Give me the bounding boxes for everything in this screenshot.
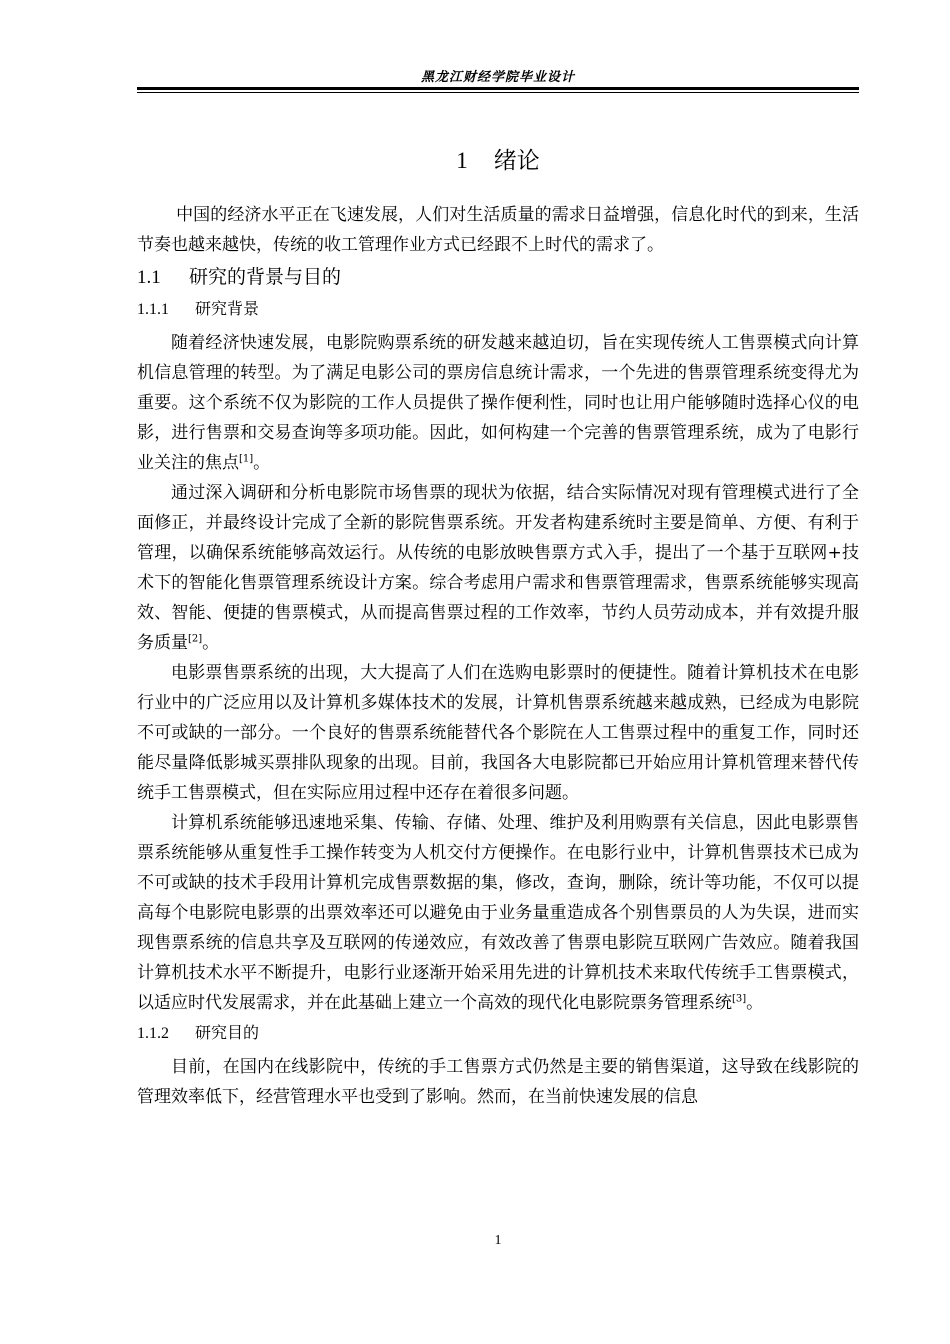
intro-paragraph: 中国的经济水平正在飞速发展，人们对生活质量的需求日益增强，信息化时代的到来，生活节奏也越来越快，传统的收工管理作业方式已经跟不上时代的需求了。 <box>137 205 859 255</box>
header-rule-thin <box>137 92 859 93</box>
section-number: 1.1 <box>137 267 161 288</box>
header-rule-thick <box>137 87 859 90</box>
background-paragraph-1 <box>137 328 859 478</box>
page-number: 1 <box>494 1233 502 1248</box>
citation: [1] <box>239 453 254 465</box>
section-title: 研究背景 <box>195 299 260 318</box>
section-heading-1-1 <box>137 261 859 294</box>
body-content <box>137 200 859 1112</box>
page-header: 黑龙江财经学院毕业设计 <box>420 70 575 85</box>
section-title: 研究目的 <box>195 1023 260 1042</box>
paragraph-text: 随着经济快速发展，电影院购票系统的研发越来越迫切，旨在实现传统人工售票模式向计算机信息管理的转型。为了满足电影公司的票房信息统计需求，一个先进的售票管理系统变得尤为重要。这个系统不仅为影院的工作人员提供了操作便利性，同时也让用户能够随时选择心仪的电影，进行售票和交易查询等多项功能。因此，如何构建一个完善的售票管理系统，成为了电影行业关注的焦点 <box>137 333 859 473</box>
background-paragraph-3 <box>137 658 859 808</box>
paragraph-text: 计算机系统能够迅速地采集、传输、存储、处理、维护及利用购票有关信息，因此电影票售票系统能够从重复性手工操作转变为人机交付方便操作。在电影行业中，计算机售票技术已成为不可或缺的技术手段用计算机完成售票数据的集，修改，查询，删除，统计等功能，不仅可以提高每个电影院电影票的出票效率还可以避免由于业务量重造成各个别售票员的人为失误，进而实现售票系统的信息共享及互联网的传递效应，有效改善了售票电影院互联网广告效应。随着我国计算机技术水平不断提升，电影行业逐渐开始采用先进的计算机技术来取代传统手工售票模式，以适应时代发展需求，并在此基础上建立一个高效的现代化电影院票务管理系统 <box>137 813 859 1013</box>
section-number: 1.1.2 <box>137 1025 169 1042</box>
citation: [2] <box>188 633 203 645</box>
section-number: 1.1.1 <box>137 301 169 318</box>
paragraph-end: 。 <box>253 453 271 473</box>
section-title: 研究的背景与目的 <box>189 266 342 288</box>
paragraph-text: 电影票售票系统的出现，大大提高了人们在选购电影票时的便捷性。随着计算机技术在电影行业中的广泛应用以及计算机多媒体技术的发展，计算机售票系统越来越成熟，已经成为电影院不可或缺的一部分。一个良好的售票系统能替代各个影院在人工售票过程中的重复工作，同时还能尽量降低影城买票排队现象的出现。目前，我国各大电影院都已开始应用计算机管理来替代传统手工售票模式，但在实际应用过程中还存在着很多问题。 <box>137 663 859 803</box>
chapter-number: 1 <box>456 148 468 173</box>
section-heading-1-1-1 <box>137 294 859 325</box>
background-paragraph-2 <box>137 478 859 658</box>
citation: [3] <box>732 993 747 1005</box>
paragraph-end: 。 <box>202 633 220 653</box>
paragraph-end: 。 <box>746 993 764 1013</box>
chapter-title <box>137 142 859 175</box>
paragraph-text: 通过深入调研和分析电影院市场售票的现状为依据，结合实际情况对现有管理模式进行了全面修正，并最终设计完成了全新的影院售票系统。开发者构建系统时主要是简单、方便、有利于管理，以确保系统能够高效运行。从传统的电影放映售票方式入手，提出了一个基于互联网+技术下的智能化售票管理系统设计方案。综合考虑用户需求和售票管理需求，售票系统能够实现高效、智能、便捷的售票模式，从而提高售票过程的工作效率，节约人员劳动成本，并有效提升服务质量 <box>137 483 859 653</box>
background-paragraph-4 <box>137 808 859 1018</box>
purpose-paragraph: 目前，在国内在线影院中，传统的手工售票方式仍然是主要的销售渠道，这导致在线影院的管理效率低下，经营管理水平也受到了影响。然而，在当前快速发展的信息 <box>137 1057 859 1107</box>
section-heading-1-1-2 <box>137 1018 859 1049</box>
chapter-name: 绪论 <box>493 148 540 174</box>
